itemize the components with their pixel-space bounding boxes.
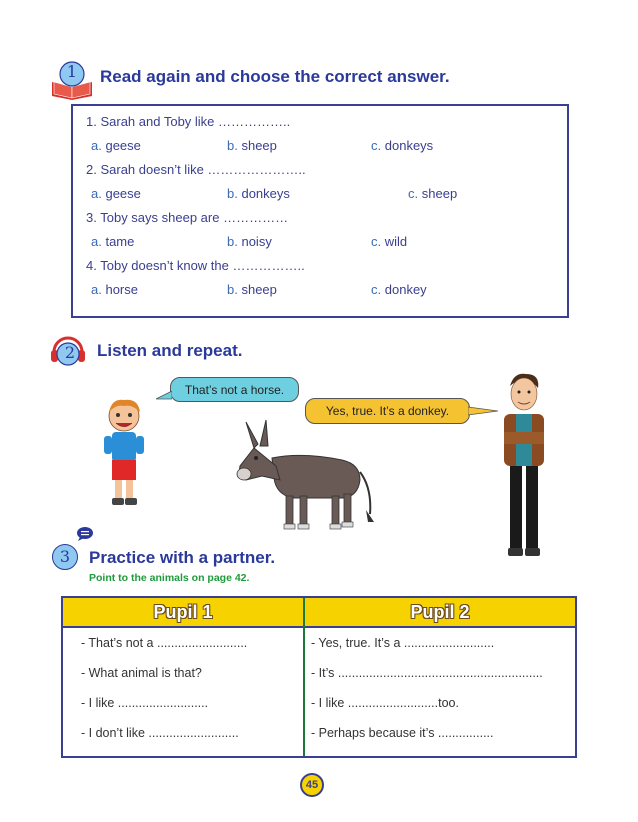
pupil-2-line: - Yes, true. It’s a .......................... xyxy=(311,636,495,650)
pupil-2-line: - I like ..........................too. xyxy=(311,696,459,710)
pupil-2-line: - Perhaps because it’s ................ xyxy=(311,726,494,740)
pupil-1-line: - I don’t like .......................... xyxy=(81,726,239,740)
option-text: noisy xyxy=(241,234,272,249)
section-title: Practice with a partner. xyxy=(89,548,276,567)
section-number: 3 xyxy=(59,547,71,566)
option-text: sheep xyxy=(241,138,277,153)
question-4 xyxy=(86,258,305,273)
option-letter: c. xyxy=(408,186,419,201)
section-title: Read again and choose the correct answer. xyxy=(100,67,450,86)
option-letter: a. xyxy=(91,282,102,297)
option-text: tame xyxy=(105,234,135,249)
page-number: 45 xyxy=(300,773,324,797)
option-b[interactable] xyxy=(227,186,290,201)
bubble-tail xyxy=(156,388,172,398)
option-c[interactable] xyxy=(371,138,433,153)
section-subtitle: Point to the animals on page 42. xyxy=(89,572,250,584)
boy-illustration xyxy=(96,396,152,512)
bubble-tail xyxy=(468,404,498,416)
question-text: Toby says sheep are …………… xyxy=(100,210,289,225)
option-b[interactable] xyxy=(227,282,277,297)
speech-bubble-boy: That’s not a horse. xyxy=(170,377,299,402)
option-text: donkeys xyxy=(384,138,434,153)
option-letter: b. xyxy=(227,138,238,153)
option-letter: a. xyxy=(91,186,102,201)
man-illustration xyxy=(496,372,552,560)
option-text: wild xyxy=(384,234,408,249)
section-title: Listen and repeat. xyxy=(97,341,243,360)
question-1 xyxy=(86,114,290,129)
question-number: 1. xyxy=(86,114,97,129)
pupil-1-line: - That’s not a .......................... xyxy=(81,636,248,650)
option-letter: c. xyxy=(371,234,382,249)
option-c[interactable] xyxy=(371,234,407,249)
option-letter: a. xyxy=(91,138,102,153)
option-letter: a. xyxy=(91,234,102,249)
question-text: Toby doesn’t know the …………….. xyxy=(100,258,305,273)
option-text: geese xyxy=(105,138,141,153)
option-a[interactable] xyxy=(91,138,141,153)
option-c[interactable] xyxy=(371,282,427,297)
chat-icon xyxy=(76,526,94,542)
option-text: sheep xyxy=(241,282,277,297)
option-text: sheep xyxy=(421,186,458,201)
donkey-illustration xyxy=(232,418,382,536)
speech-bubble-man: Yes, true. It’s a donkey. xyxy=(305,398,470,424)
pupil-2-line: - It’s ........................................................... xyxy=(311,666,543,680)
option-a[interactable] xyxy=(91,234,134,249)
section-number: 1 xyxy=(66,62,78,81)
column-divider xyxy=(303,598,305,756)
pupil-1-line: - What animal is that? xyxy=(81,666,202,680)
practice-table xyxy=(61,596,577,758)
option-b[interactable] xyxy=(227,138,277,153)
section-number: 2 xyxy=(64,343,76,362)
question-number: 3. xyxy=(86,210,97,225)
question-2 xyxy=(86,162,306,177)
question-text: Sarah doesn’t like ………………….. xyxy=(100,162,306,177)
option-b[interactable] xyxy=(227,234,272,249)
option-letter: b. xyxy=(227,186,238,201)
option-text: horse xyxy=(105,282,138,297)
question-number: 2. xyxy=(86,162,97,177)
option-letter: b. xyxy=(227,282,238,297)
option-letter: b. xyxy=(227,234,238,249)
header-pupil-2: Pupil 2 xyxy=(305,598,575,626)
option-letter: c. xyxy=(371,282,382,297)
pupil-1-line: - I like .......................... xyxy=(81,696,209,710)
option-c[interactable] xyxy=(408,186,457,201)
option-text: donkey xyxy=(384,282,427,297)
option-letter: c. xyxy=(371,138,382,153)
option-text: geese xyxy=(105,186,141,201)
header-pupil-1: Pupil 1 xyxy=(63,598,303,626)
header-divider xyxy=(63,626,575,628)
question-text: Sarah and Toby like …………….. xyxy=(100,114,291,129)
option-a[interactable] xyxy=(91,186,141,201)
question-3 xyxy=(86,210,288,225)
option-a[interactable] xyxy=(91,282,138,297)
question-number: 4. xyxy=(86,258,97,273)
option-text: donkeys xyxy=(241,186,290,201)
